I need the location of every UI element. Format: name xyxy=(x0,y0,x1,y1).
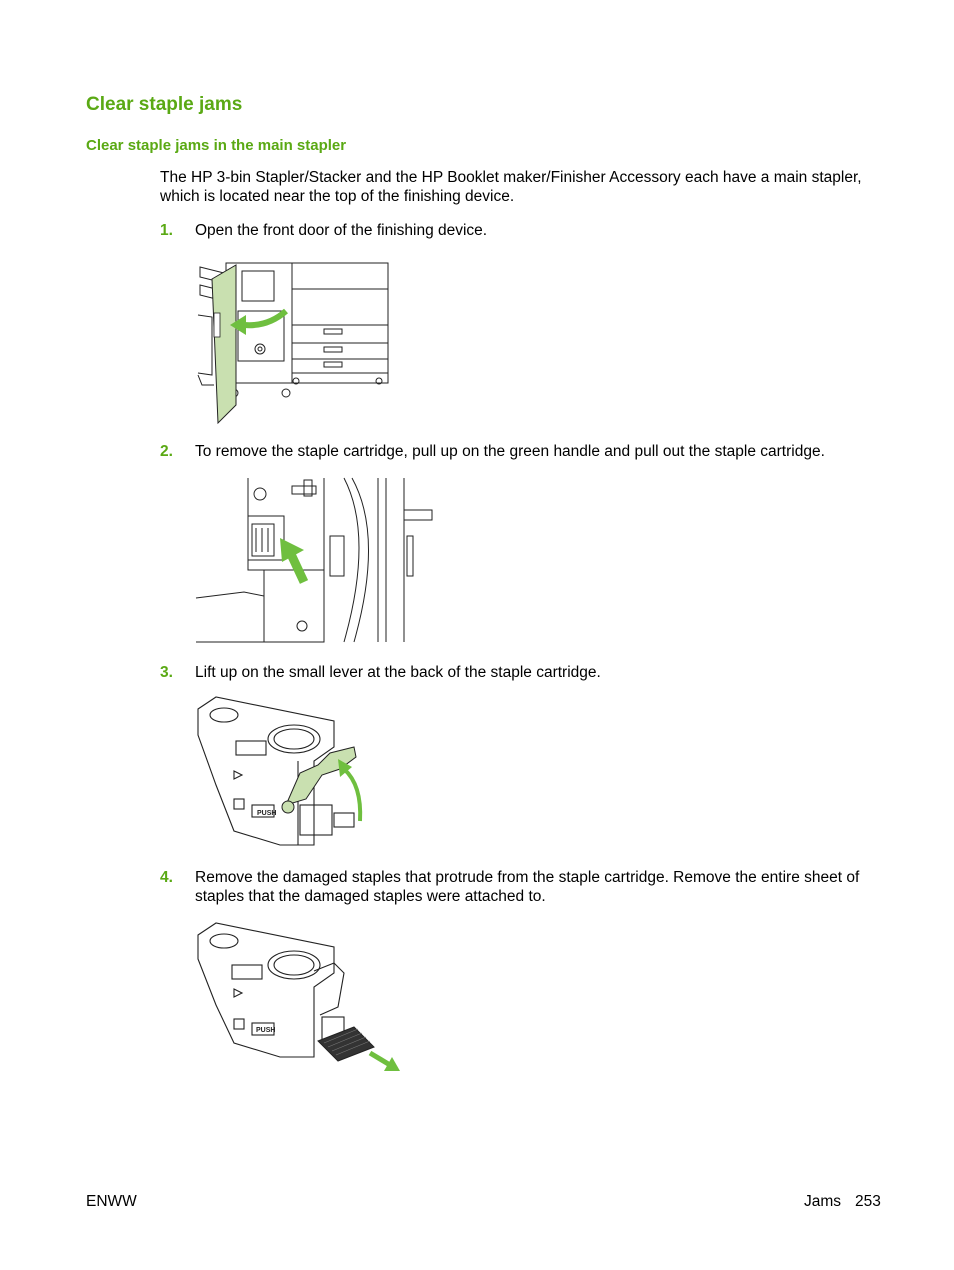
figure-remove-staples xyxy=(194,921,404,1075)
step-number: 3. xyxy=(160,664,173,681)
figure-open-front-door xyxy=(194,255,394,427)
step-number: 4. xyxy=(160,869,173,886)
push-label: PUSH xyxy=(257,810,277,817)
step-number: 2. xyxy=(160,443,173,460)
footer-section: Jams xyxy=(804,1193,842,1210)
section-heading: Clear staple jams xyxy=(86,94,243,115)
push-label: PUSH xyxy=(256,1027,276,1034)
step-text: Lift up on the small lever at the back of the staple cartridge. xyxy=(195,664,601,681)
step-number: 1. xyxy=(160,222,173,239)
figure-remove-cartridge xyxy=(194,476,434,646)
footer-left: ENWW xyxy=(86,1193,137,1210)
page-number: 253 xyxy=(855,1193,881,1210)
subsection-heading: Clear staple jams in the main stapler xyxy=(86,137,347,154)
step-text: Remove the damaged staples that protrude from the staple cartridge. Remove the entire sheet of staples that the damaged staples were attached to. xyxy=(195,869,860,905)
figure-lift-lever xyxy=(194,695,374,855)
step-text: To remove the staple cartridge, pull up on the green handle and pull out the staple cartridge. xyxy=(195,443,825,460)
step-text: Open the front door of the finishing device. xyxy=(195,222,488,239)
intro-paragraph: The HP 3-bin Stapler/Stacker and the HP Booklet maker/Finisher Accessory each have a main stapler, which is located near the top of the finishing device. xyxy=(160,169,862,205)
